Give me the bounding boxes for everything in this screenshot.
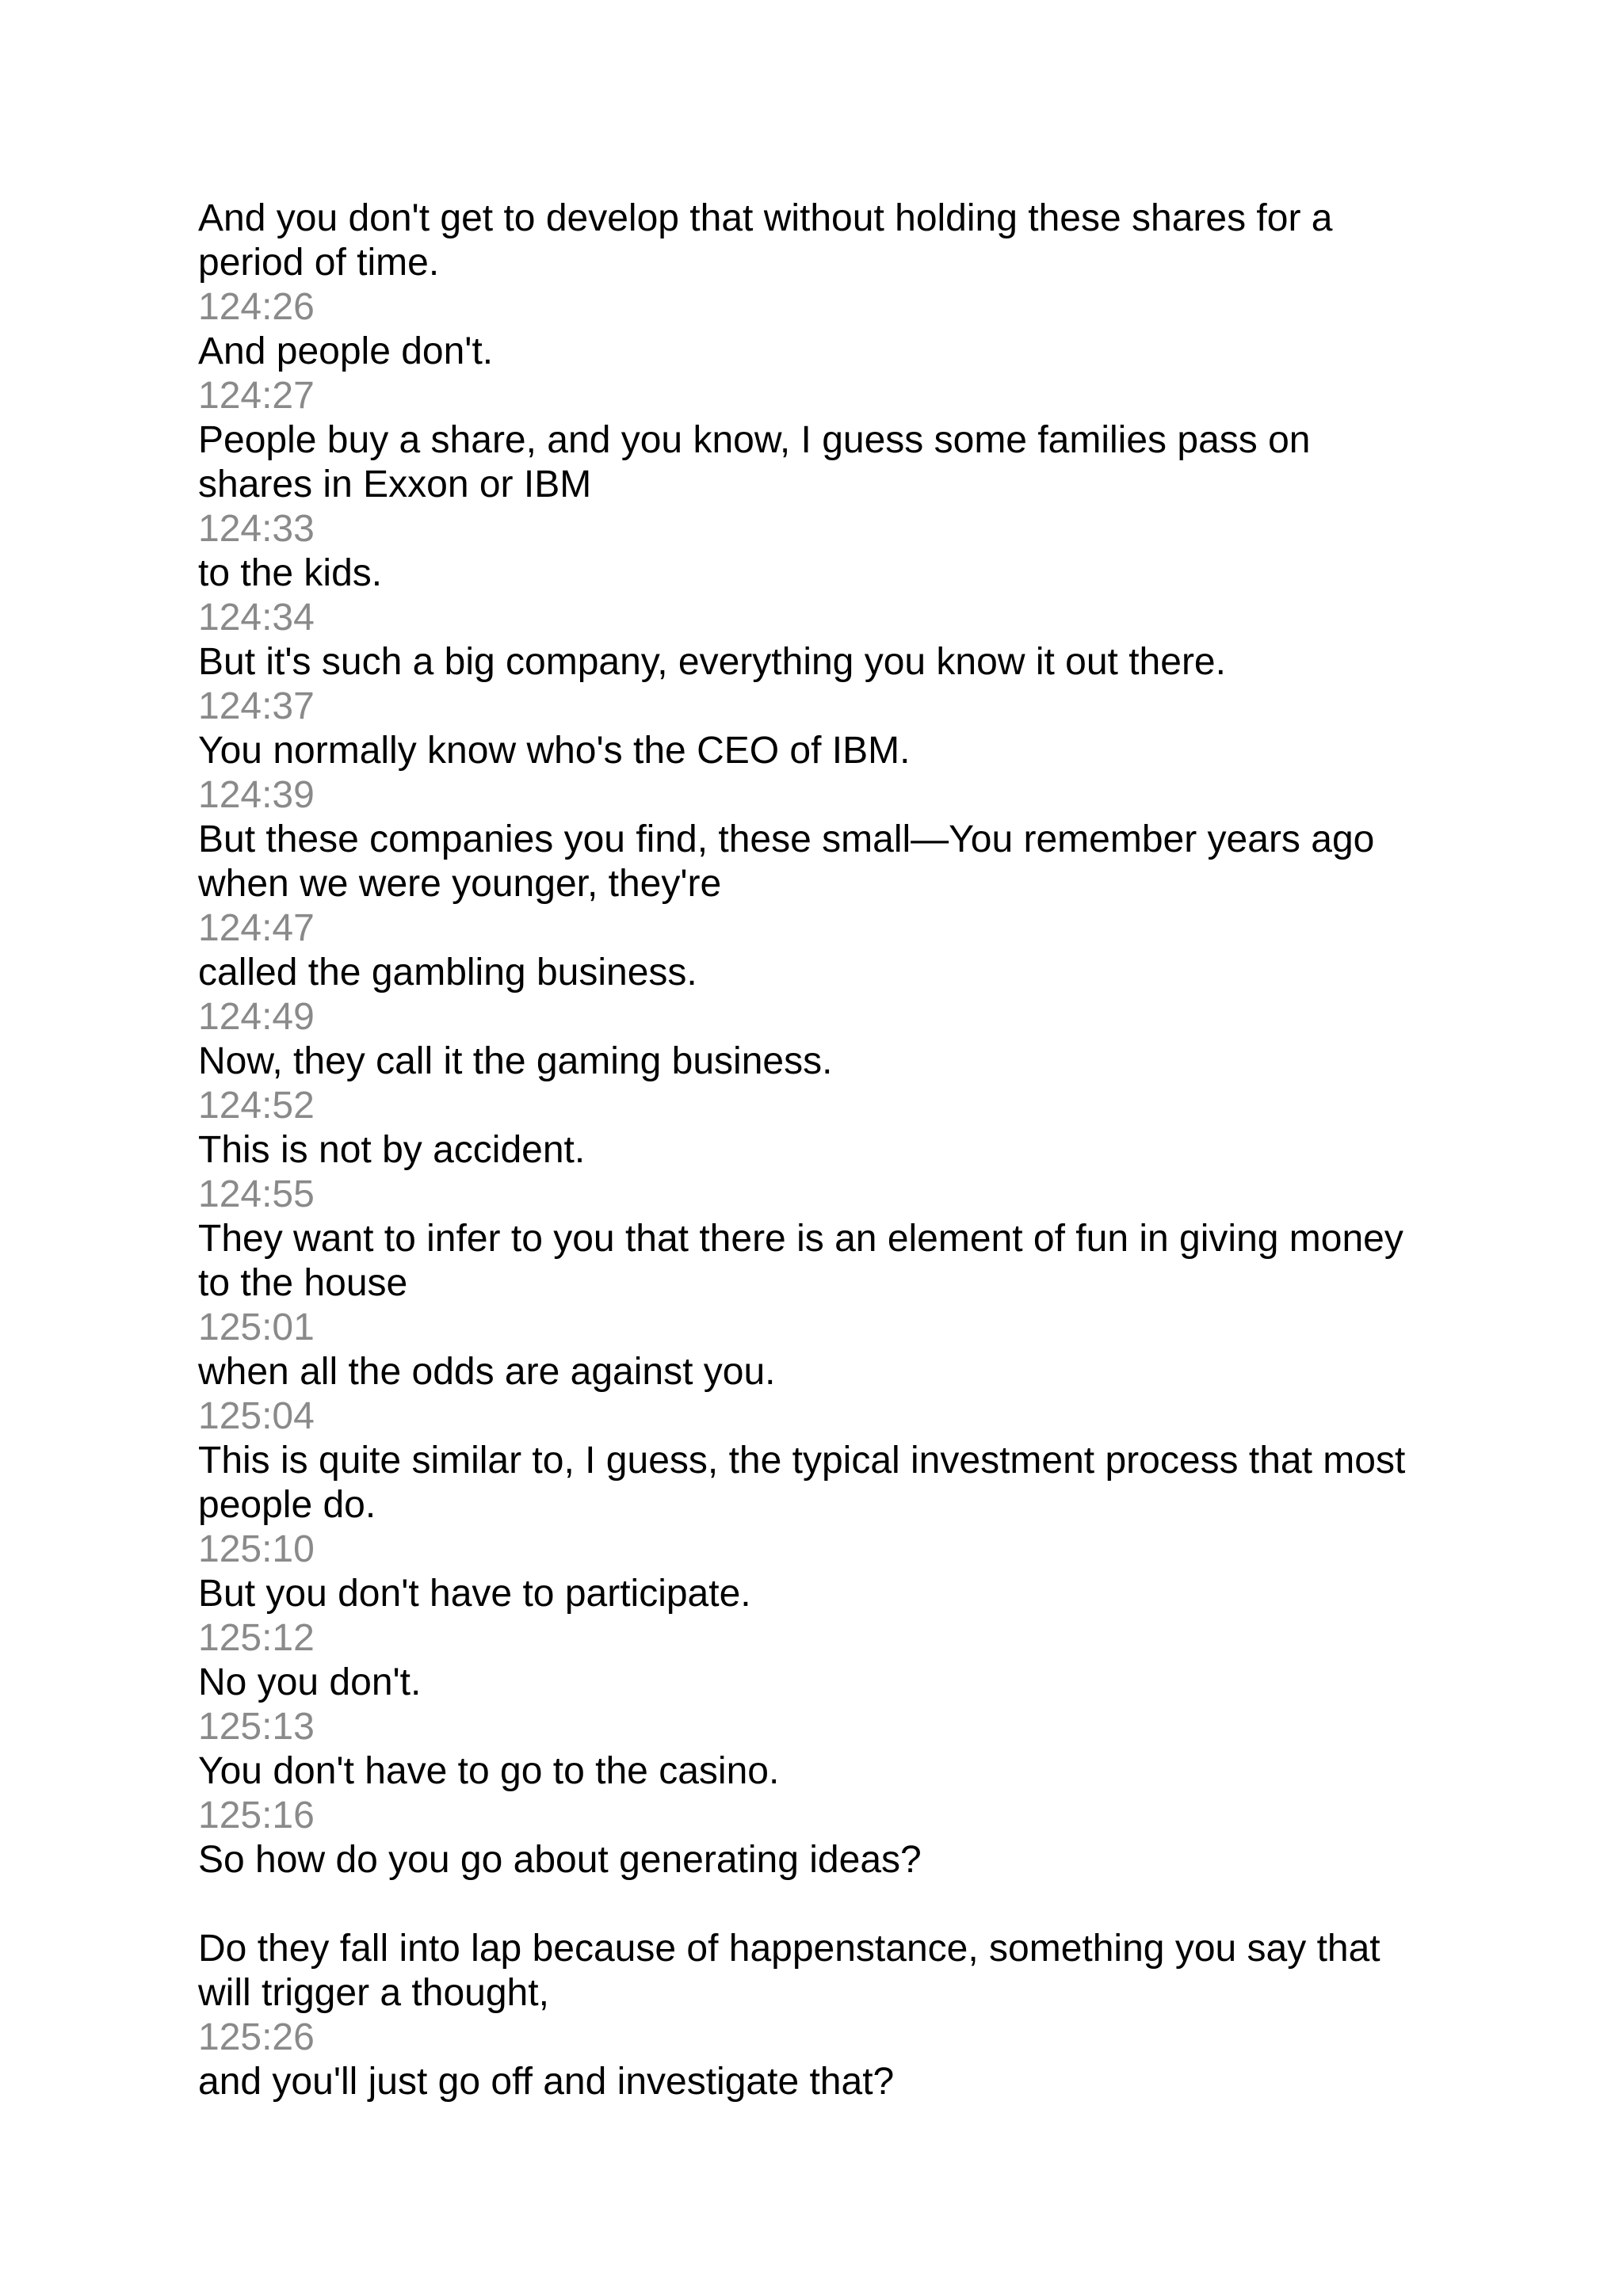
timestamp: 124:52	[198, 1085, 315, 1127]
timestamp: 125:10	[198, 1528, 315, 1570]
timestamp: 124:37	[198, 685, 315, 727]
timestamp: 124:33	[198, 508, 315, 550]
transcript-line: and you'll just go off and investigate that?	[198, 2061, 895, 2103]
timestamp: 124:34	[198, 597, 315, 639]
timestamp: 124:55	[198, 1173, 315, 1215]
transcript-line: So how do you go about generating ideas?	[198, 1839, 922, 1881]
transcript-line: You don't have to go to the casino.	[198, 1750, 780, 1792]
transcript-line: People buy a share, and you know, I guess some families pass on shares in Exxon or IBM	[198, 419, 1311, 505]
transcript-line: This is not by accident.	[198, 1129, 586, 1171]
timestamp: 125:04	[198, 1395, 315, 1437]
timestamp: 124:26	[198, 286, 315, 328]
paragraph-gap	[198, 1882, 1434, 1927]
transcript-line: You normally know who's the CEO of IBM.	[198, 730, 911, 772]
transcript-line: called the gambling business.	[198, 952, 697, 994]
transcript-line: But it's such a big company, everything you know it out there.	[198, 641, 1226, 683]
transcript-page	[198, 196, 1434, 2104]
transcript-line: when all the odds are against you.	[198, 1351, 776, 1393]
transcript-line: But these companies you find, these small—You remember years ago when we were younger, they're	[198, 818, 1375, 905]
timestamp: 124:39	[198, 774, 315, 816]
transcript-line: This is quite similar to, I guess, the typical investment process that most people do.	[198, 1440, 1406, 1526]
transcript-line: No you don't.	[198, 1661, 422, 1703]
timestamp: 124:27	[198, 375, 315, 417]
transcript-line: But you don't have to participate.	[198, 1573, 751, 1615]
transcript-line: And people don't.	[198, 330, 494, 372]
transcript-line: Now, they call it the gaming business.	[198, 1040, 833, 1082]
transcript-line: They want to infer to you that there is an element of fun in giving money to the house	[198, 1218, 1403, 1304]
timestamp: 124:47	[198, 907, 315, 949]
transcript-line: And you don't get to develop that without holding these shares for a period of time.	[198, 197, 1333, 284]
timestamp: 125:01	[198, 1306, 315, 1348]
transcript-line: Do they fall into lap because of happenstance, something you say that will trigger a thought,	[198, 1928, 1381, 2014]
transcript-line: to the kids.	[198, 552, 383, 594]
timestamp: 124:49	[198, 996, 315, 1038]
timestamp: 125:16	[198, 1794, 315, 1836]
timestamp: 125:13	[198, 1706, 315, 1748]
timestamp: 125:12	[198, 1617, 315, 1659]
timestamp: 125:26	[198, 2016, 315, 2058]
